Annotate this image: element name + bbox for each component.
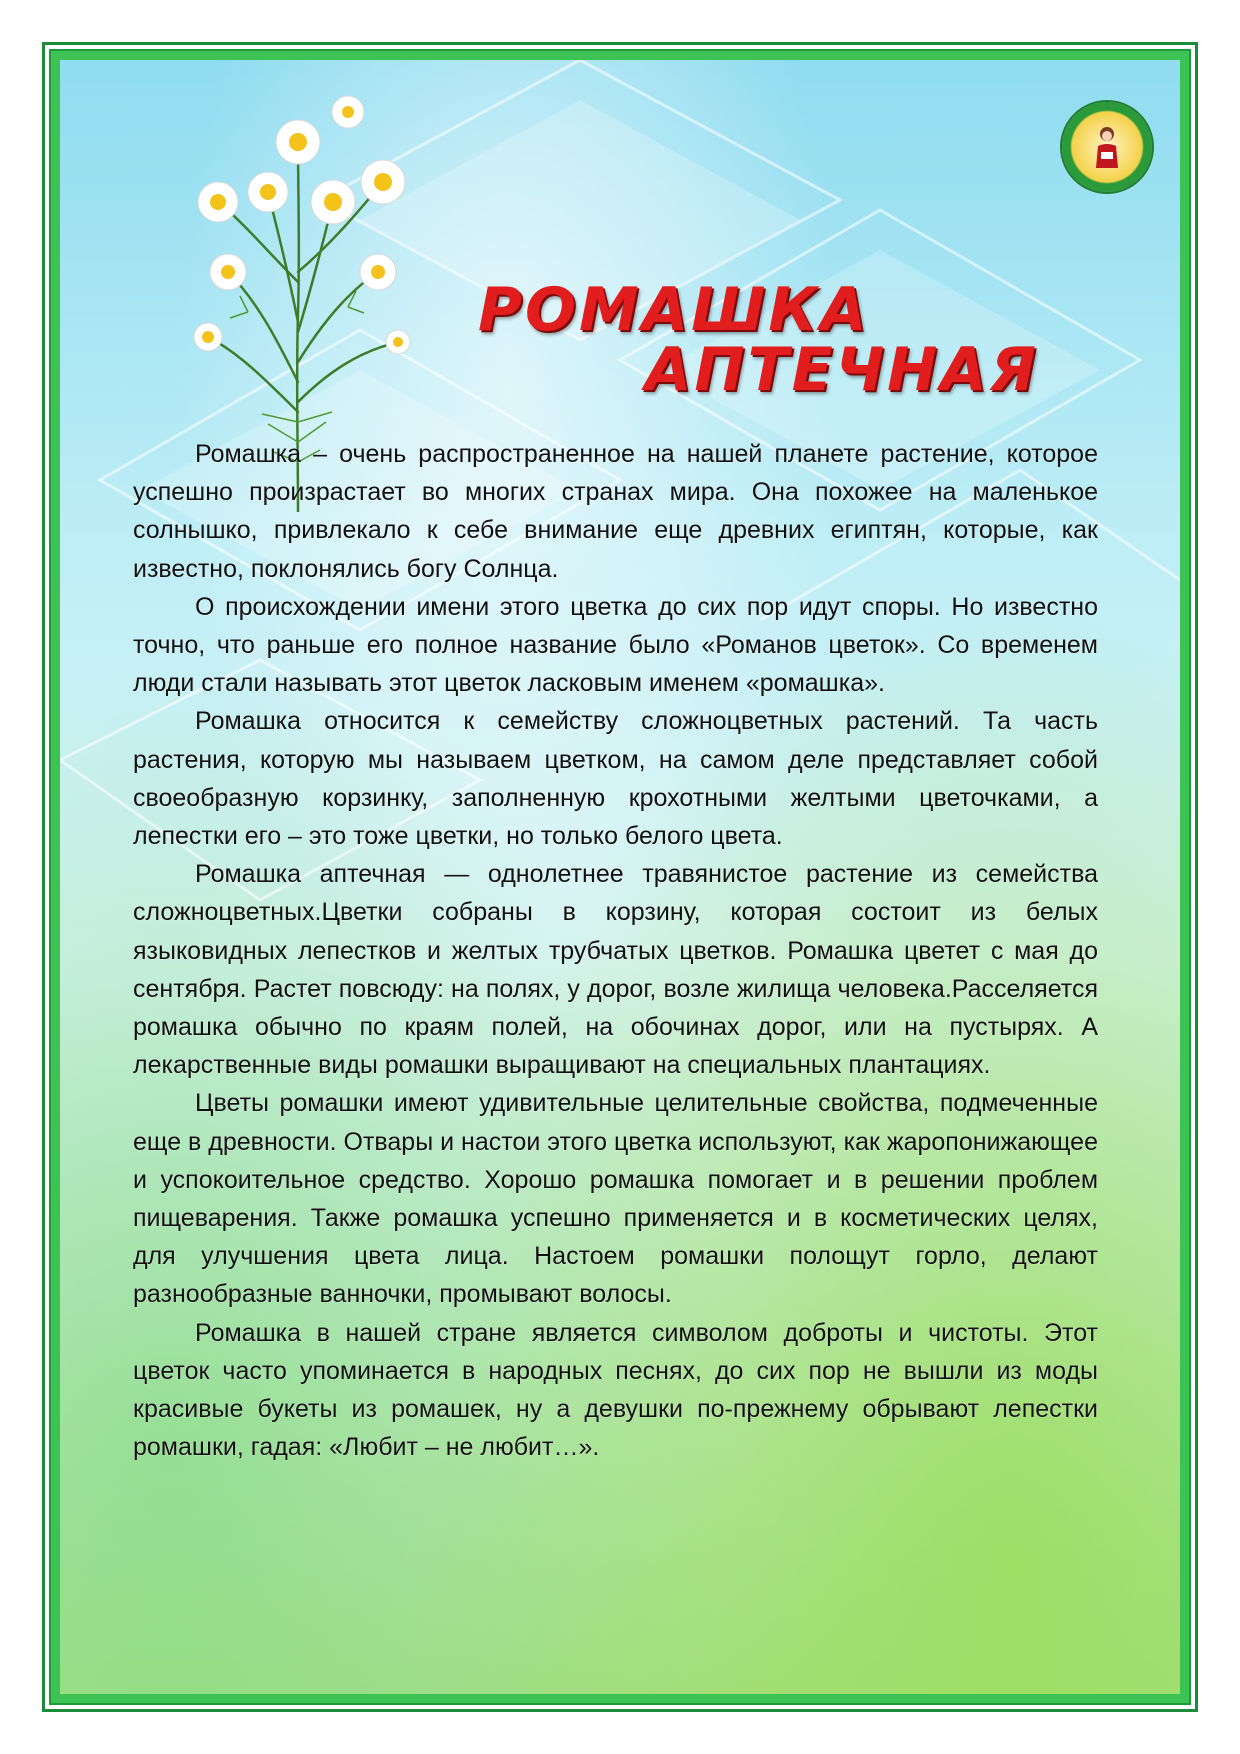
title-line-2: АПТЕЧНАЯ xyxy=(645,335,1039,405)
paragraph: О происхождении имени этого цветка до сих пор идут споры. Но известно точно, что раньше его полное название было «Романов цветок». Со временем люди стали называть этот цветок ласковым именем «ромашка». xyxy=(133,592,1098,698)
page-title xyxy=(460,215,1039,415)
paragraph: Цветы ромашки имеют удивительные целительные свойства, подмеченные еще в древности. Отвары и настои этого цветка используют, как жаропонижающее и успокоительное средство. Хорошо ромашка помогает и в решении проблем пищеварения. Также ромашка успешно применяется и в косметических целях, для улучшения цвета лица. Настоем ромашки полощут горло, делают разнообразные ванночки, промывают волосы. xyxy=(133,1089,1098,1309)
logo-emblem xyxy=(1062,102,1152,192)
paragraph: Ромашка – очень распространенное на нашей планете растение, которое успешно произрастает во многих странах мира. Она похожее на маленькое солнышко, привлекало к себе внимание еще древних египтян, которые, как известно, поклонялись богу Солнца. xyxy=(133,440,1098,583)
paragraph: Ромашка аптечная — однолетнее травянистое растение из семейства сложноцветных.Цветки собраны в корзину, которая состоит из белых языковидных лепестков и желтых трубчатых цветков. Ромашка цветет с мая до сентября. Растет повсюду: на полях, у дорог, возле жилища человека.Расселяется ромашка обычно по краям полей, на обочинах дорог, или на пустырях. А лекарственные виды ромашки выращивают на специальных плантациях. xyxy=(133,860,1098,1080)
poster xyxy=(51,51,1189,1703)
article-body xyxy=(133,435,1098,1466)
teacher-icon xyxy=(1093,124,1121,168)
paragraph: Ромашка относится к семейству сложноцветных растений. Та часть растения, которую мы называем цветком, на самом деле представляет собой своеобразную корзинку, заполненную крохотными желтыми цветочками, а лепестки его – это тоже цветки, но только белого цвета. xyxy=(133,707,1098,851)
paragraph: Ромашка в нашей стране является символом доброты и чистоты. Этот цветок часто упоминается в народных песнях, до сих пор не вышли из моды красивые букеты из ромашек, ну а девушки по-прежнему обрывают лепестки ромашки, гадая: «Любит – не любит…». xyxy=(133,1318,1098,1462)
title-line-1: РОМАШКА xyxy=(478,275,870,345)
